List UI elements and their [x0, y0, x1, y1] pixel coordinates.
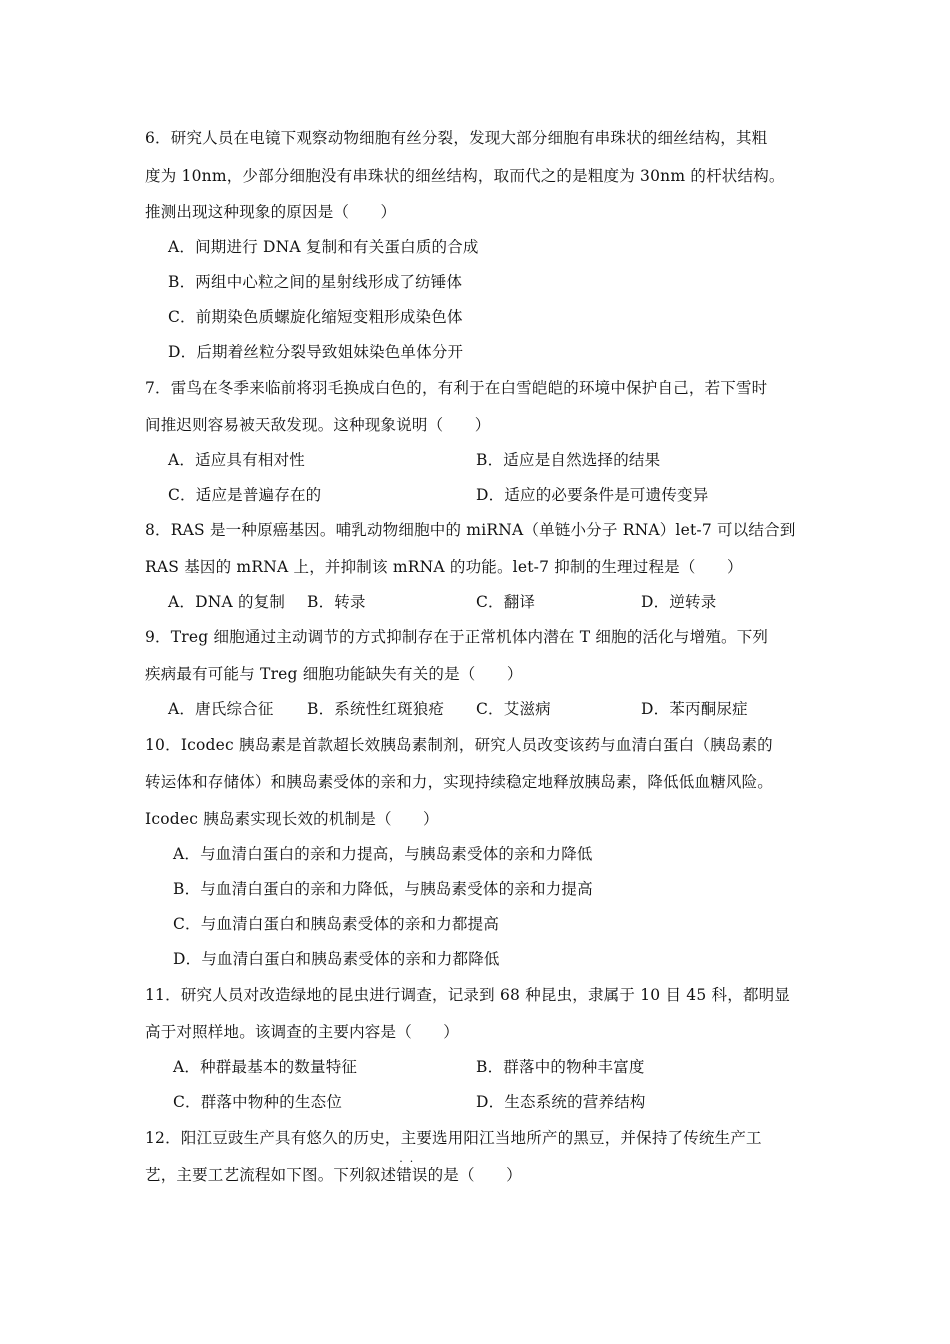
q6-option-d: D．后期着丝粒分裂导致姐妹染色单体分开	[168, 343, 464, 361]
q8-option-c: C．翻译	[476, 593, 536, 611]
q6-stem-line-1: 6．研究人员在电镜下观察动物细胞有丝分裂，发现大部分细胞有串珠状的细丝结构，其粗	[145, 129, 768, 147]
q10-stem-line-1: 10．Icodec 胰岛素是首款超长效胰岛素制剂，研究人员改变该药与血清白蛋白（胰岛素的	[145, 736, 773, 754]
q9-option-b: B．系统性红斑狼疮	[307, 700, 445, 718]
q10-option-d: D．与血清白蛋白和胰岛素受体的亲和力都降低	[173, 950, 500, 968]
q10-stem-line-3: Icodec 胰岛素实现长效的机制是（ ）	[145, 810, 439, 828]
q12-stem-after: 的是（ ）	[427, 1166, 522, 1184]
q9-option-a: A．唐氏综合征	[168, 700, 274, 718]
q8-option-a: A．DNA 的复制	[168, 593, 286, 611]
q11-option-c: C．群落中物种的生态位	[173, 1093, 343, 1111]
q6-option-b: B．两组中心粒之间的星射线形成了纺锤体	[168, 273, 463, 291]
q9-option-c: C．艾滋病	[476, 700, 551, 718]
q11-stem-line-2: 高于对照样地。该调查的主要内容是（ ）	[145, 1023, 460, 1041]
q6-stem-line-2: 度为 10nm，少部分细胞没有串珠状的细丝结构，取而代之的是粗度为 30nm 的杆状结构。	[145, 167, 785, 185]
q11-stem-line-1: 11．研究人员对改造绿地的昆虫进行调查，记录到 68 种昆虫，隶属于 10 目 45 科，都明显	[145, 986, 791, 1004]
q10-option-b: B．与血清白蛋白的亲和力降低，与胰岛素受体的亲和力提高	[173, 880, 593, 898]
q6-stem-line-3: 推测出现这种现象的原因是（ ）	[145, 203, 397, 221]
q8-stem-line-1: 8．RAS 是一种原癌基因。哺乳动物细胞中的 miRNA（单链小分子 RNA）let-7 可以结合到	[145, 521, 796, 539]
q12-stem-line-1: 12．阳江豆豉生产具有悠久的历史，主要选用阳江当地所产的黑豆，并保持了传统生产工	[145, 1129, 762, 1147]
q6-option-a: A．间期进行 DNA 复制和有关蛋白质的合成	[168, 238, 479, 256]
q7-option-a: A．适应具有相对性	[168, 451, 305, 469]
q8-option-b: B．转录	[307, 593, 366, 611]
q6-option-c: C．前期染色质螺旋化缩短变粗形成染色体	[168, 308, 463, 326]
q9-stem-line-1: 9．Treg 细胞通过主动调节的方式抑制存在于正常机体内潜在 T 细胞的活化与增殖。下列	[145, 628, 769, 646]
q7-option-b: B．适应是自然选择的结果	[476, 451, 661, 469]
q8-stem-line-2: RAS 基因的 mRNA 上，并抑制该 mRNA 的功能。let-7 抑制的生理过程是（ ）	[145, 558, 743, 576]
q7-option-c: C．适应是普遍存在的	[168, 486, 322, 504]
q9-stem-line-2: 疾病最有可能与 Treg 细胞功能缺失有关的是（ ）	[145, 665, 523, 683]
q7-option-d: D．适应的必要条件是可遗传变异	[476, 486, 709, 504]
q10-option-a: A．与血清白蛋白的亲和力提高，与胰岛素受体的亲和力降低	[173, 845, 593, 863]
q12-emphasis-word: · · 错误	[396, 1165, 427, 1185]
q7-stem-line-2: 间推迟则容易被天敌发现。这种现象说明（ ）	[145, 416, 491, 434]
q10-option-c: C．与血清白蛋白和胰岛素受体的亲和力都提高	[173, 915, 500, 933]
q8-option-d: D．逆转录	[641, 593, 717, 611]
q11-option-a: A．种群最基本的数量特征	[173, 1058, 358, 1076]
q12-stem-before: 艺，主要工艺流程如下图。下列叙述	[145, 1166, 397, 1184]
q11-option-d: D．生态系统的营养结构	[476, 1093, 646, 1111]
q10-stem-line-2: 转运体和存储体）和胰岛素受体的亲和力，实现持续稳定地释放胰岛素，降低低血糖风险。	[145, 773, 774, 791]
q7-stem-line-1: 7．雷鸟在冬季来临前将羽毛换成白色的，有利于在白雪皑皑的环境中保护自己，若下雪时	[145, 379, 768, 397]
q9-option-d: D．苯丙酮尿症	[641, 700, 748, 718]
q11-option-b: B．群落中的物种丰富度	[476, 1058, 645, 1076]
q12-stem-line-2	[145, 1165, 522, 1185]
